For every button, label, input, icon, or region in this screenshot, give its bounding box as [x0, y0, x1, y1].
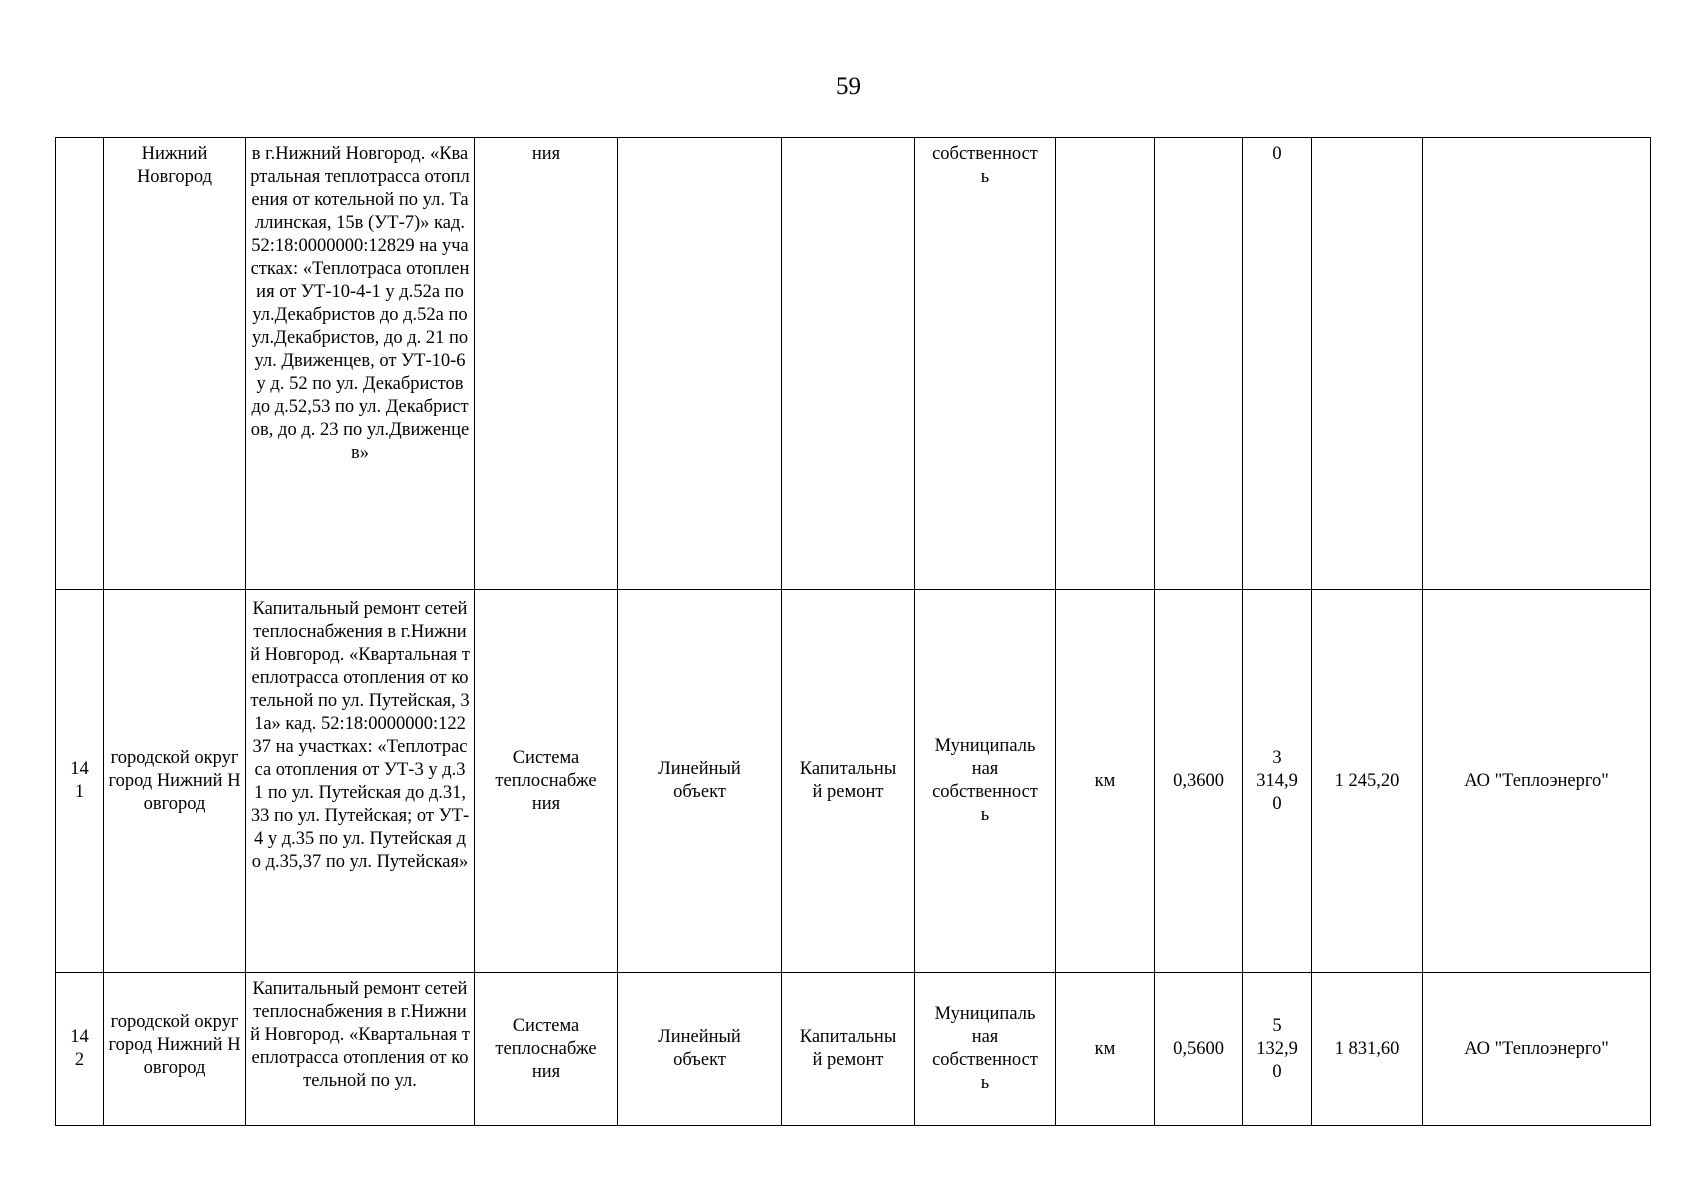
unit-cell: км	[1056, 973, 1155, 1126]
cost-cell: 3 314,9 0	[1243, 590, 1312, 973]
municipality-cell: городской округ город Нижний Новгород	[104, 973, 246, 1126]
row-number-cell: 14 2	[56, 973, 104, 1126]
municipality-cell: Нижний Новгород	[104, 138, 246, 590]
cost2-cell	[1312, 138, 1423, 590]
work-type-cell	[782, 138, 915, 590]
cost-cell: 5 132,9 0	[1243, 973, 1312, 1126]
table-row	[56, 590, 1651, 973]
description-cell: в г.Нижний Новгород. «Квартальная теплотрасса отопления от котельной по ул. Таллинская, 15в (УТ-7)» кад. 52:18:0000000:12829 на участках: «Теплотраса отопления от УТ-10-4-1 у д.52а по ул.Декабристов до д.52а по ул.Декабристов, до д. 21 по ул. Движенцев, от УТ-10-6 у д. 52 по ул. Декабристов до д.52,53 по ул. Декабристов, до д. 23 по ул.Движенцев»	[246, 138, 475, 590]
object-type-cell	[618, 138, 782, 590]
page-number: 59	[836, 73, 861, 100]
system-cell: ния	[475, 138, 618, 590]
municipality-cell: городской округ город Нижний Новгород	[104, 590, 246, 973]
description-cell: Капитальный ремонт сетей теплоснабжения в г.Нижний Новгород. «Квартальная теплотрасса отопления от котельной по ул. Путейская, 31а» кад. 52:18:0000000:12237 на участках: «Теплотрасса отопления от УТ-3 у д.31 по ул. Путейская до д.31,33 по ул. Путейская; от УТ-4 у д.35 по ул. Путейская до д.35,37 по ул. Путейская»	[246, 590, 475, 973]
length-cell: 0,5600	[1155, 973, 1243, 1126]
ownership-cell: Муниципаль ная собственност ь	[915, 590, 1056, 973]
cost-cell: 0	[1243, 138, 1312, 590]
length-cell	[1155, 138, 1243, 590]
system-cell: Система теплоснабже ния	[475, 973, 618, 1126]
table-row	[56, 138, 1651, 590]
table-row	[56, 973, 1651, 1126]
ownership-cell: собственност ь	[915, 138, 1056, 590]
organization-cell	[1423, 138, 1651, 590]
cost2-cell: 1 831,60	[1312, 973, 1423, 1126]
ownership-cell: Муниципаль ная собственност ь	[915, 973, 1056, 1126]
object-type-cell: Линейный объект	[618, 590, 782, 973]
length-cell: 0,3600	[1155, 590, 1243, 973]
work-type-cell: Капитальны й ремонт	[782, 973, 915, 1126]
unit-cell: км	[1056, 590, 1155, 973]
investment-program-table	[55, 137, 1651, 1126]
organization-cell: АО "Теплоэнерго"	[1423, 973, 1651, 1126]
unit-cell	[1056, 138, 1155, 590]
cost2-cell: 1 245,20	[1312, 590, 1423, 973]
row-number-cell	[56, 138, 104, 590]
system-cell: Система теплоснабже ния	[475, 590, 618, 973]
object-type-cell: Линейный объект	[618, 973, 782, 1126]
organization-cell: АО "Теплоэнерго"	[1423, 590, 1651, 973]
description-cell: Капитальный ремонт сетей теплоснабжения в г.Нижний Новгород. «Квартальная теплотрасса отопления от котельной по ул.	[246, 973, 475, 1126]
work-type-cell: Капитальны й ремонт	[782, 590, 915, 973]
row-number-cell: 14 1	[56, 590, 104, 973]
